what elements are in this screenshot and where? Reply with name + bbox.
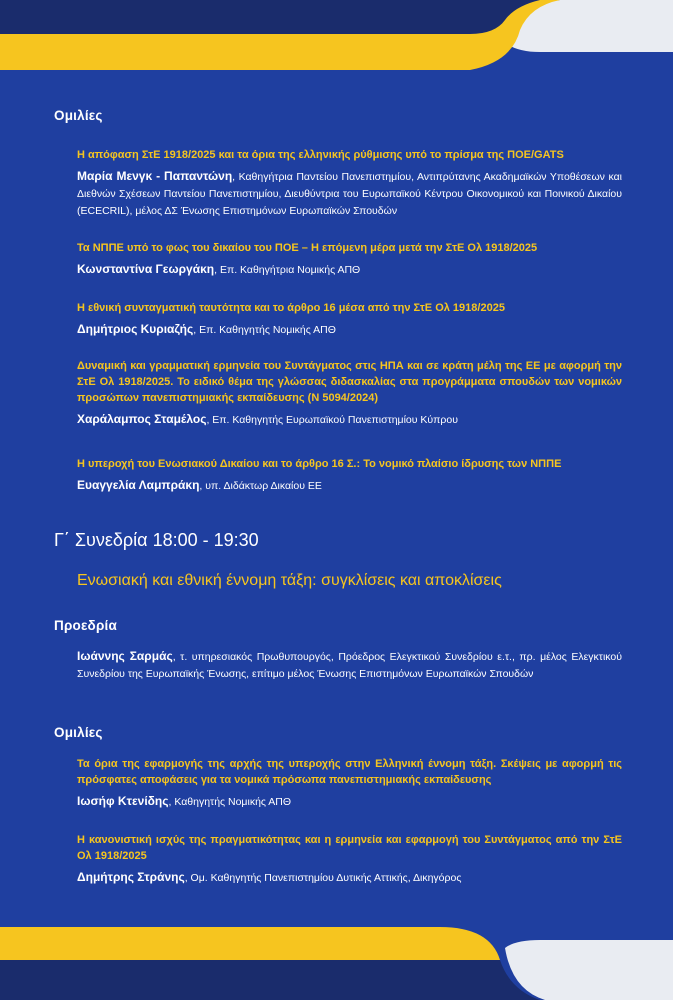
- talk-title: Η κανονιστική ισχύς της πραγματικότητας και η ερμηνεία και εφαρμογή του Συντάγματος από την ΣτΕ Ολ 1918/2025: [77, 834, 622, 862]
- speaker-affiliation: , υπ. Διδάκτωρ Δικαίου ΕΕ: [199, 480, 322, 492]
- speaker-line: [77, 411, 622, 429]
- speaker-name: Μαρία Μενγκ - Παπαντώνη: [77, 169, 233, 183]
- speaker-name: Ευαγγελία Λαμπράκη: [77, 478, 200, 492]
- speaker-affiliation: , Επ. Καθηγητής Ευρωπαϊκού Πανεπιστημίου Κύπρου: [206, 414, 458, 426]
- talk-item: [77, 756, 622, 811]
- speaker-affiliation: , Επ. Καθηγητής Νομικής ΑΠΘ: [193, 324, 336, 336]
- speaker-line: [77, 477, 622, 495]
- talk-title: Τα όρια της εφαρμογής της αρχής της υπεροχής στην Ελληνική έννομη τάξη. Σκέψεις με αφορμή τις πρόσφατες αποφάσεις για τα νομικά πρόσωπα πανεπιστημιακής εκπαίδευσης: [77, 758, 622, 786]
- talk-title: Η εθνική συνταγματική ταυτότητα και το άρθρο 16 μέσα από την ΣτΕ Ολ 1918/2025: [77, 302, 505, 314]
- speeches-heading-1: Ομιλίες: [54, 108, 103, 123]
- chair-line: [77, 648, 622, 683]
- talk-title: Η υπεροχή του Ενωσιακού Δικαίου και το άρθρο 16 Σ.: Το νομικό πλαίσιο ίδρυσης των ΝΠΠΕ: [77, 458, 562, 470]
- speaker-affiliation: , Επ. Καθηγήτρια Νομικής ΑΠΘ: [214, 264, 361, 276]
- speaker-line: [77, 321, 622, 339]
- talk-item: [77, 240, 622, 279]
- talk-title: Η απόφαση ΣτΕ 1918/2025 και τα όρια της ελληνικής ρύθμισης υπό το πρίσμα της ΠΟΕ/GATS: [77, 149, 564, 161]
- talk-item: [77, 832, 622, 887]
- session-subtitle: Ενωσιακή και εθνική έννομη τάξη: συγκλίσεις και αποκλίσεις: [77, 572, 502, 589]
- chair-name: Ιωάννης Σαρμάς: [77, 649, 173, 663]
- chair-heading: Προεδρία: [54, 618, 117, 633]
- speaker-name: Κωνσταντίνα Γεωργάκη: [77, 262, 215, 276]
- talk-item: [77, 300, 622, 339]
- speaker-name: Ιωσήφ Κτενίδης: [77, 794, 169, 808]
- speeches-heading-2: Ομιλίες: [54, 725, 103, 740]
- talk-title: Δυναμική και γραμματική ερμηνεία του Συντάγματος στις ΗΠΑ και σε κράτη μέλη της ΕΕ με αφορμή την ΣτΕ Ολ 1918/2025. Το ειδικό θέμα της γλώσσας διδασκαλίας στα προγράμματα σπουδών των νομικών προσώπων πανεπιστημιακής εκπαίδευσης (Ν 5094/2024): [77, 360, 622, 404]
- speaker-line: [77, 168, 622, 220]
- talk-item: [77, 147, 622, 220]
- speaker-affiliation: , Ομ. Καθηγητής Πανεπιστημίου Δυτικής Αττικής, Δικηγόρος: [184, 872, 462, 884]
- chair-item: [77, 648, 622, 683]
- speaker-line: [77, 261, 622, 279]
- session-title: Γ΄ Συνεδρία 18:00 - 19:30: [54, 530, 259, 550]
- speaker-name: Δημήτρης Στράνης: [77, 870, 185, 884]
- chair-affiliation: , τ. υπηρεσιακός Πρωθυπουργός, Πρόεδρος Ελεγκτικού Συνεδρίου ε.τ., πρ. μέλος Ελεγκτικού Συνεδρίου της Ευρωπαϊκής Ένωσης, επίτιμο μέλος Ένωσης Επιστημόνων Ευρωπαϊκών Σπουδών: [77, 651, 622, 680]
- speaker-line: [77, 869, 622, 887]
- talk-item: [77, 456, 622, 495]
- speaker-affiliation: , Καθηγήτρια Παντείου Πανεπιστημίου, Αντιπρύτανης Ακαδημαϊκών Υποθέσεων και Διεθνών Σχέσεων Παντείου Πανεπιστημίου, Διευθύντρια του Ευρωπαϊκού Κέντρου Οικονομικού και Ποινικού Δικαίου (ECECRIL), μέλος ΔΣ Ένωσης Επιστημόνων Ευρωπαϊκών Σπουδών: [77, 171, 622, 217]
- talk-title: Τα ΝΠΠΕ υπό το φως του δικαίου του ΠΟΕ – Η επόμενη μέρα μετά την ΣτΕ Ολ 1918/2025: [77, 242, 538, 254]
- speaker-name: Δημήτριος Κυριαζής: [77, 322, 194, 336]
- talk-item: [77, 358, 622, 429]
- speaker-name: Χαράλαμπος Σταμέλος: [77, 412, 207, 426]
- speaker-affiliation: , Καθηγητής Νομικής ΑΠΘ: [168, 796, 292, 808]
- speaker-line: [77, 793, 622, 811]
